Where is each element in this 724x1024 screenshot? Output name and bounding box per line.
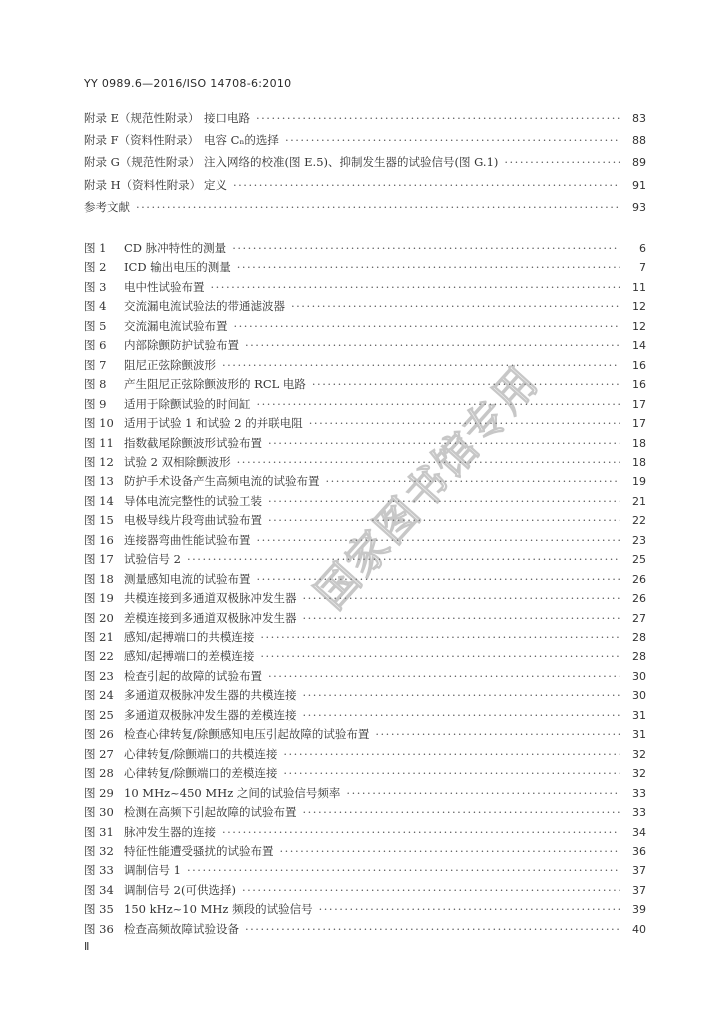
dot-leader [280, 843, 621, 859]
figure-label [84, 921, 239, 937]
figure-label [84, 590, 297, 606]
figure-label [84, 298, 285, 314]
dot-leader [268, 435, 620, 451]
watermark-stamp: 国家图书馆专用 [305, 356, 549, 619]
figure-title: 检查引起的故障的试验布置 [124, 669, 262, 683]
figure-number: 图 1 [84, 241, 107, 255]
figure-number: 图 7 [84, 358, 107, 372]
figure-number: 图 11 [84, 436, 114, 450]
figure-page-number: 30 [632, 670, 646, 683]
figure-row[interactable] [84, 921, 646, 937]
figure-row[interactable] [84, 765, 646, 781]
appendix-label [84, 199, 130, 215]
figure-label [84, 435, 262, 451]
figure-row[interactable] [84, 648, 646, 664]
dot-leader [233, 177, 620, 193]
figure-row[interactable] [84, 454, 646, 470]
figure-label [84, 648, 254, 664]
figure-page-number: 32 [632, 748, 646, 761]
dot-leader [303, 687, 621, 703]
figure-page-number: 16 [632, 359, 646, 372]
figure-title: ICD 输出电压的测量 [124, 260, 231, 274]
figure-title: 连接器弯曲性能试验布置 [124, 533, 251, 547]
figure-page-number: 7 [639, 261, 646, 274]
figure-row[interactable] [84, 357, 646, 373]
figure-number: 图 4 [84, 299, 107, 313]
figure-number: 图 27 [84, 747, 114, 761]
figure-label [84, 279, 205, 295]
figure-label [84, 551, 181, 567]
dot-leader [346, 785, 620, 801]
figure-number: 图 15 [84, 513, 114, 527]
dot-leader [260, 629, 620, 645]
figure-title: 共模连接到多通道双极脉冲发生器 [124, 591, 297, 605]
appendix-label [84, 132, 279, 148]
figure-title: 适用于除颤试验的时间缸 [124, 397, 251, 411]
figure-title: 感知/起搏端口的差模连接 [124, 649, 255, 663]
figure-row[interactable] [84, 532, 646, 548]
figure-row[interactable] [84, 590, 646, 606]
figure-number: 图 22 [84, 649, 114, 663]
appendix-number: 附录 E（规范性附录） [84, 111, 200, 125]
figure-page-number: 31 [632, 709, 646, 722]
figure-page-number: 14 [632, 339, 646, 352]
appendix-number: 附录 G（规范性附录） [84, 155, 201, 169]
figure-label [84, 493, 262, 509]
figure-page-number: 34 [632, 826, 646, 839]
figure-title: 电中性试验布置 [124, 280, 205, 294]
dot-leader [268, 512, 620, 528]
figure-title: 测量感知电流的试验布置 [124, 572, 251, 586]
figure-page-number: 17 [632, 417, 646, 430]
figure-page-number: 18 [632, 456, 646, 469]
figure-number: 图 36 [84, 922, 114, 936]
figure-number: 图 10 [84, 416, 114, 430]
dot-leader [303, 610, 621, 626]
figure-number: 图 17 [84, 552, 114, 566]
figure-page-number: 26 [632, 592, 646, 605]
figure-label [84, 785, 340, 801]
figure-label [84, 473, 320, 489]
dot-leader [303, 804, 621, 820]
figure-page-number: 37 [632, 884, 646, 897]
figure-row[interactable] [84, 415, 646, 431]
dot-leader [268, 493, 620, 509]
figure-number: 图 35 [84, 902, 114, 916]
dot-leader [136, 199, 620, 215]
figure-label [84, 882, 236, 898]
figure-row[interactable] [84, 318, 646, 334]
figure-row[interactable] [84, 473, 646, 489]
dot-leader [234, 318, 621, 334]
dot-leader [283, 746, 620, 762]
dot-leader [257, 571, 621, 587]
figure-number: 图 12 [84, 455, 114, 469]
figure-page-number: 30 [632, 689, 646, 702]
figure-number: 图 20 [84, 611, 114, 625]
figure-row[interactable] [84, 337, 646, 353]
dot-leader [245, 337, 620, 353]
figure-page-number: 31 [632, 728, 646, 741]
dot-leader [326, 473, 621, 489]
dot-leader [222, 357, 620, 373]
figure-label [84, 804, 297, 820]
figure-title: 产生阻尼正弦除颤波形的 RCL 电路 [124, 377, 306, 391]
figure-row[interactable] [84, 785, 646, 801]
appendix-number: 附录 H（资料性附录） [84, 178, 202, 192]
figure-row[interactable] [84, 804, 646, 820]
figure-row[interactable] [84, 746, 646, 762]
figure-page-number: 18 [632, 437, 646, 450]
figure-page-number: 40 [632, 923, 646, 936]
figure-label [84, 629, 254, 645]
appendix-row[interactable] [84, 199, 646, 215]
figure-row[interactable] [84, 551, 646, 567]
figure-row[interactable] [84, 843, 646, 859]
figure-title: 多通道双极脉冲发生器的差模连接 [124, 708, 297, 722]
figure-title: 多通道双极脉冲发生器的共模连接 [124, 688, 297, 702]
figure-number: 图 5 [84, 319, 107, 333]
dot-leader [309, 415, 620, 431]
figure-number: 图 34 [84, 883, 114, 897]
figure-title: 电极导线片段弯曲试验布置 [124, 513, 262, 527]
figure-page-number: 19 [632, 475, 646, 488]
figure-page-number: 22 [632, 514, 646, 527]
figure-number: 图 24 [84, 688, 114, 702]
figure-title: 内部除颤防护试验布置 [124, 338, 239, 352]
appendix-title: 参考文献 [84, 200, 130, 214]
figure-label [84, 571, 251, 587]
figure-page-number: 32 [632, 767, 646, 780]
figure-page-number: 12 [632, 300, 646, 313]
figure-title: CD 脉冲特性的测量 [124, 241, 227, 255]
appendix-title: 注入网络的校准(图 E.5)、抑制发生器的试验信号(图 G.1) [204, 155, 499, 169]
figure-title: 调制信号 2(可供选择) [124, 883, 236, 897]
figure-page-number: 21 [632, 495, 646, 508]
figure-label [84, 337, 239, 353]
figure-row[interactable] [84, 240, 646, 256]
figure-number: 图 18 [84, 572, 114, 586]
figure-title: 指数截尾除颤波形试验布置 [124, 436, 262, 450]
figure-page-number: 23 [632, 534, 646, 547]
dot-leader [211, 279, 621, 295]
dot-leader [242, 882, 620, 898]
figure-page-number: 17 [632, 398, 646, 411]
figure-number: 图 13 [84, 474, 114, 488]
dot-leader [504, 154, 620, 170]
dot-leader [257, 532, 621, 548]
figure-label [84, 707, 297, 723]
figure-row[interactable] [84, 259, 646, 275]
dot-leader [260, 648, 620, 664]
figure-number: 图 3 [84, 280, 107, 294]
appendix-row[interactable] [84, 177, 646, 193]
figure-number: 图 21 [84, 630, 114, 644]
figure-page-number: 16 [632, 378, 646, 391]
figure-label [84, 765, 277, 781]
appendix-row[interactable] [84, 154, 646, 170]
dot-leader [319, 901, 620, 917]
dot-leader [245, 921, 620, 937]
dot-leader [257, 396, 621, 412]
figure-number: 图 33 [84, 863, 114, 877]
appendix-title: 接口电路 [204, 111, 250, 125]
figure-number: 图 23 [84, 669, 114, 683]
figure-label [84, 376, 306, 392]
appendix-page-number: 83 [632, 112, 646, 125]
figure-number: 图 28 [84, 766, 114, 780]
figure-row[interactable] [84, 687, 646, 703]
dot-leader [237, 454, 620, 470]
figure-page-number: 37 [632, 864, 646, 877]
figure-page-number: 33 [632, 806, 646, 819]
figure-title: 调制信号 1 [124, 863, 181, 877]
figure-row[interactable] [84, 610, 646, 626]
figure-row[interactable] [84, 629, 646, 645]
figure-title: 交流漏电流试验法的带通滤波器 [124, 299, 285, 313]
appendix-page-number: 91 [632, 179, 646, 192]
figure-label [84, 668, 262, 684]
figure-number: 图 32 [84, 844, 114, 858]
figure-row[interactable] [84, 298, 646, 314]
figure-number: 图 9 [84, 397, 107, 411]
figure-title: 心律转复/除颤端口的差模连接 [124, 766, 278, 780]
figure-number: 图 16 [84, 533, 114, 547]
figure-label [84, 726, 369, 742]
figure-number: 图 31 [84, 825, 114, 839]
figure-title: 差模连接到多通道双极脉冲发生器 [124, 611, 297, 625]
figure-title: 特征性能遭受骚扰的试验布置 [124, 844, 274, 858]
figure-number: 图 26 [84, 727, 114, 741]
figure-title: 检查高频故障试验设备 [124, 922, 239, 936]
appendix-label [84, 154, 498, 170]
appendix-label [84, 177, 227, 193]
figure-title: 试验 2 双相除颤波形 [124, 455, 231, 469]
figure-label [84, 259, 231, 275]
dot-leader [291, 298, 620, 314]
page-number: Ⅱ [84, 940, 90, 953]
figure-label [84, 746, 277, 762]
figure-number: 图 14 [84, 494, 114, 508]
figure-label [84, 454, 231, 470]
appendix-title: 定义 [204, 178, 227, 192]
figure-row[interactable] [84, 882, 646, 898]
dot-leader [237, 259, 620, 275]
figure-label [84, 357, 216, 373]
dot-leader [283, 765, 620, 781]
figure-title: 脉冲发生器的连接 [124, 825, 216, 839]
figure-row[interactable] [84, 279, 646, 295]
dot-leader [268, 668, 620, 684]
appendix-row[interactable] [84, 110, 646, 126]
figure-row[interactable] [84, 668, 646, 684]
figure-row[interactable] [84, 493, 646, 509]
figure-label [84, 901, 313, 917]
figure-row[interactable] [84, 571, 646, 587]
figure-label [84, 532, 251, 548]
figure-title: 适用于试验 1 和试验 2 的并联电阻 [124, 416, 303, 430]
figure-row[interactable] [84, 435, 646, 451]
appendix-page-number: 89 [632, 156, 646, 169]
figure-title: 检查心律转复/除颤感知电压引起故障的试验布置 [124, 727, 370, 741]
dot-leader [222, 824, 620, 840]
figure-row[interactable] [84, 512, 646, 528]
document-header: YY 0989.6—2016/ISO 14708-6:2010 [84, 77, 292, 90]
figure-title: 交流漏电流试验布置 [124, 319, 228, 333]
appendix-label [84, 110, 250, 126]
figure-number: 图 30 [84, 805, 114, 819]
figure-label [84, 687, 297, 703]
figure-title: 检测在高频下引起故障的试验布置 [124, 805, 297, 819]
figure-title: 心律转复/除颤端口的共模连接 [124, 747, 278, 761]
figure-title: 导体电流完整性的试验工装 [124, 494, 262, 508]
figure-number: 图 29 [84, 786, 114, 800]
figure-row[interactable] [84, 707, 646, 723]
dot-leader [303, 590, 621, 606]
figure-label [84, 396, 251, 412]
dot-leader [187, 862, 620, 878]
figure-number: 图 19 [84, 591, 114, 605]
dot-leader [285, 132, 620, 148]
figure-number: 图 6 [84, 338, 107, 352]
dot-leader [312, 376, 620, 392]
dot-leader [232, 240, 620, 256]
figure-title: 10 MHz~450 MHz 之间的试验信号频率 [124, 786, 341, 800]
figure-row[interactable] [84, 726, 646, 742]
figure-label [84, 824, 216, 840]
figure-number: 图 8 [84, 377, 107, 391]
figure-page-number: 25 [632, 553, 646, 566]
figure-page-number: 12 [632, 320, 646, 333]
dot-leader [256, 110, 620, 126]
figure-page-number: 36 [632, 845, 646, 858]
figure-label [84, 240, 226, 256]
figure-page-number: 28 [632, 650, 646, 663]
figure-page-number: 33 [632, 787, 646, 800]
figure-label [84, 415, 303, 431]
dot-leader [375, 726, 620, 742]
figure-page-number: 28 [632, 631, 646, 644]
figure-row[interactable] [84, 376, 646, 392]
figure-title: 试验信号 2 [124, 552, 181, 566]
figure-title: 150 kHz~10 MHz 频段的试验信号 [124, 902, 313, 916]
figure-page-number: 27 [632, 612, 646, 625]
appendix-number: 附录 F（资料性附录） [84, 133, 200, 147]
figure-title: 阻尼正弦除颤波形 [124, 358, 216, 372]
appendix-page-number: 93 [632, 201, 646, 214]
figure-label [84, 318, 228, 334]
figure-page-number: 6 [639, 242, 646, 255]
figure-label [84, 862, 181, 878]
dot-leader [303, 707, 621, 723]
appendix-title: 电容 Cₙ的选择 [204, 133, 279, 147]
figure-title: 感知/起搏端口的共模连接 [124, 630, 255, 644]
appendix-page-number: 88 [632, 134, 646, 147]
figure-number: 图 25 [84, 708, 114, 722]
figure-label [84, 610, 297, 626]
figure-number: 图 2 [84, 260, 107, 274]
figure-label [84, 843, 274, 859]
figure-row[interactable] [84, 824, 646, 840]
figure-row[interactable] [84, 862, 646, 878]
appendix-row[interactable] [84, 132, 646, 148]
dot-leader [187, 551, 620, 567]
figure-row[interactable] [84, 901, 646, 917]
figure-title: 防护手术设备产生高频电流的试验布置 [124, 474, 320, 488]
figure-label [84, 512, 262, 528]
figure-page-number: 26 [632, 573, 646, 586]
figure-row[interactable] [84, 396, 646, 412]
figure-page-number: 11 [632, 281, 646, 294]
figure-page-number: 39 [632, 903, 646, 916]
